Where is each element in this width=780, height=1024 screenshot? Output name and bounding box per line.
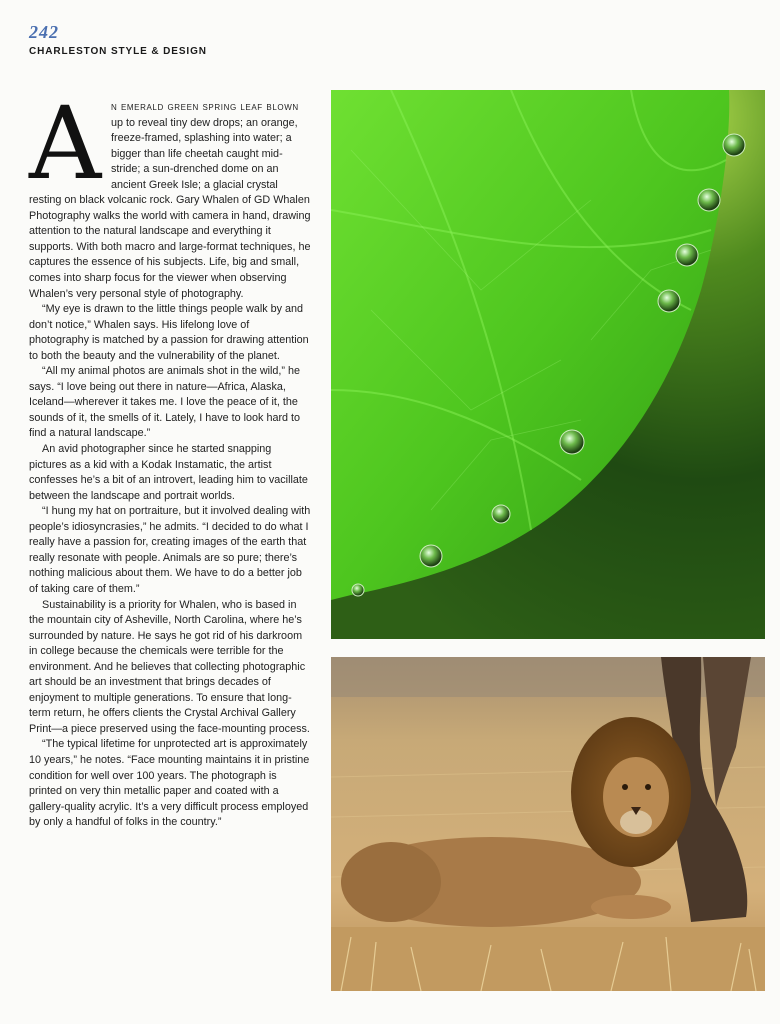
paragraph-7: “The typical lifetime for unprotected art is approximately 10 years,” he notes. “Face mounting maintains it in pristine condition for well over 100 years. The photograph is printed on very thin metallic paper and coated with a gallery-quality acrylic. It’s a very difficult process employed by only a handful of folks in the country.” (29, 738, 310, 829)
paragraph-1 (29, 85, 311, 302)
paragraph-2: “My eye is drawn to the little things people walk by and don’t notice,” Whalen says. His lifelong love of photography is matched by a passion for drawing attention to both the beauty and the vulnerability of the planet. (29, 303, 309, 362)
paragraph-5: “I hung my hat on portraiture, but it involved dealing with people’s idiosyncrasies,” he admits. “I decided to do what I really have a passion for, creating images of the earth that really resonate with people. Animals are so pure; there’s nothing malicious about them. We have to do a better job of taking care of them.” (29, 505, 311, 595)
dropcap: A (29, 85, 102, 202)
lion-photo (331, 657, 765, 991)
paragraph-6: Sustainability is a priority for Whalen, who is based in the mountain city of Asheville, North Carolina, where he’s surrounded by nature. He says he got rid of his darkroom in college because the chemicals were terrible for the environment. And he believes that collecting photographic art should be an investment that brings decades of enjoyment to multiple generations. To ensure that long-term return, he offers clients the Crystal Archival Gallery Print—a piece preserved using the face-mounting process. (29, 598, 310, 735)
page-number: 242 (29, 22, 59, 42)
paragraph-1-text: up to reveal tiny dew drops; an orange, freeze-framed, splashing into water; a bigger than life cheetah caught mid-stride; a sun-drenched dome on an ancient Greek Isle; a glacial crystal resting on black volcanic rock. Gary Whalen of GD Whalen Photography walks the world with camera in hand, drawing attention to the natural landscape and everything it supports. With both macro and large-format techniques, he captures the essence of his subjects. Life, big and small, comes into sharp focus for the viewer when observing Whalen’s very personal style of photography. (29, 116, 311, 300)
leaf-dewdrops-photo (331, 90, 765, 639)
paragraph-4: An avid photographer since he started snapping pictures as a kid with a Kodak Instamatic, the artist confesses he’s a bit of an introvert, leading him to vacillate between the landscape and portrait worlds. (29, 443, 308, 502)
article-body (29, 85, 311, 831)
paragraph-3: “All my animal photos are animals shot in the wild,” he says. “I love being out there in nature—Africa, Alaska, Iceland—wherever it takes me. I love the peace of it, the sounds of it, the smells of it. Lately, I have to look hard to find a natural landscape.” (29, 365, 301, 440)
running-head: CHARLESTON STYLE & DESIGN (29, 46, 207, 57)
lead-in: n emerald green spring leaf blown (111, 101, 299, 113)
